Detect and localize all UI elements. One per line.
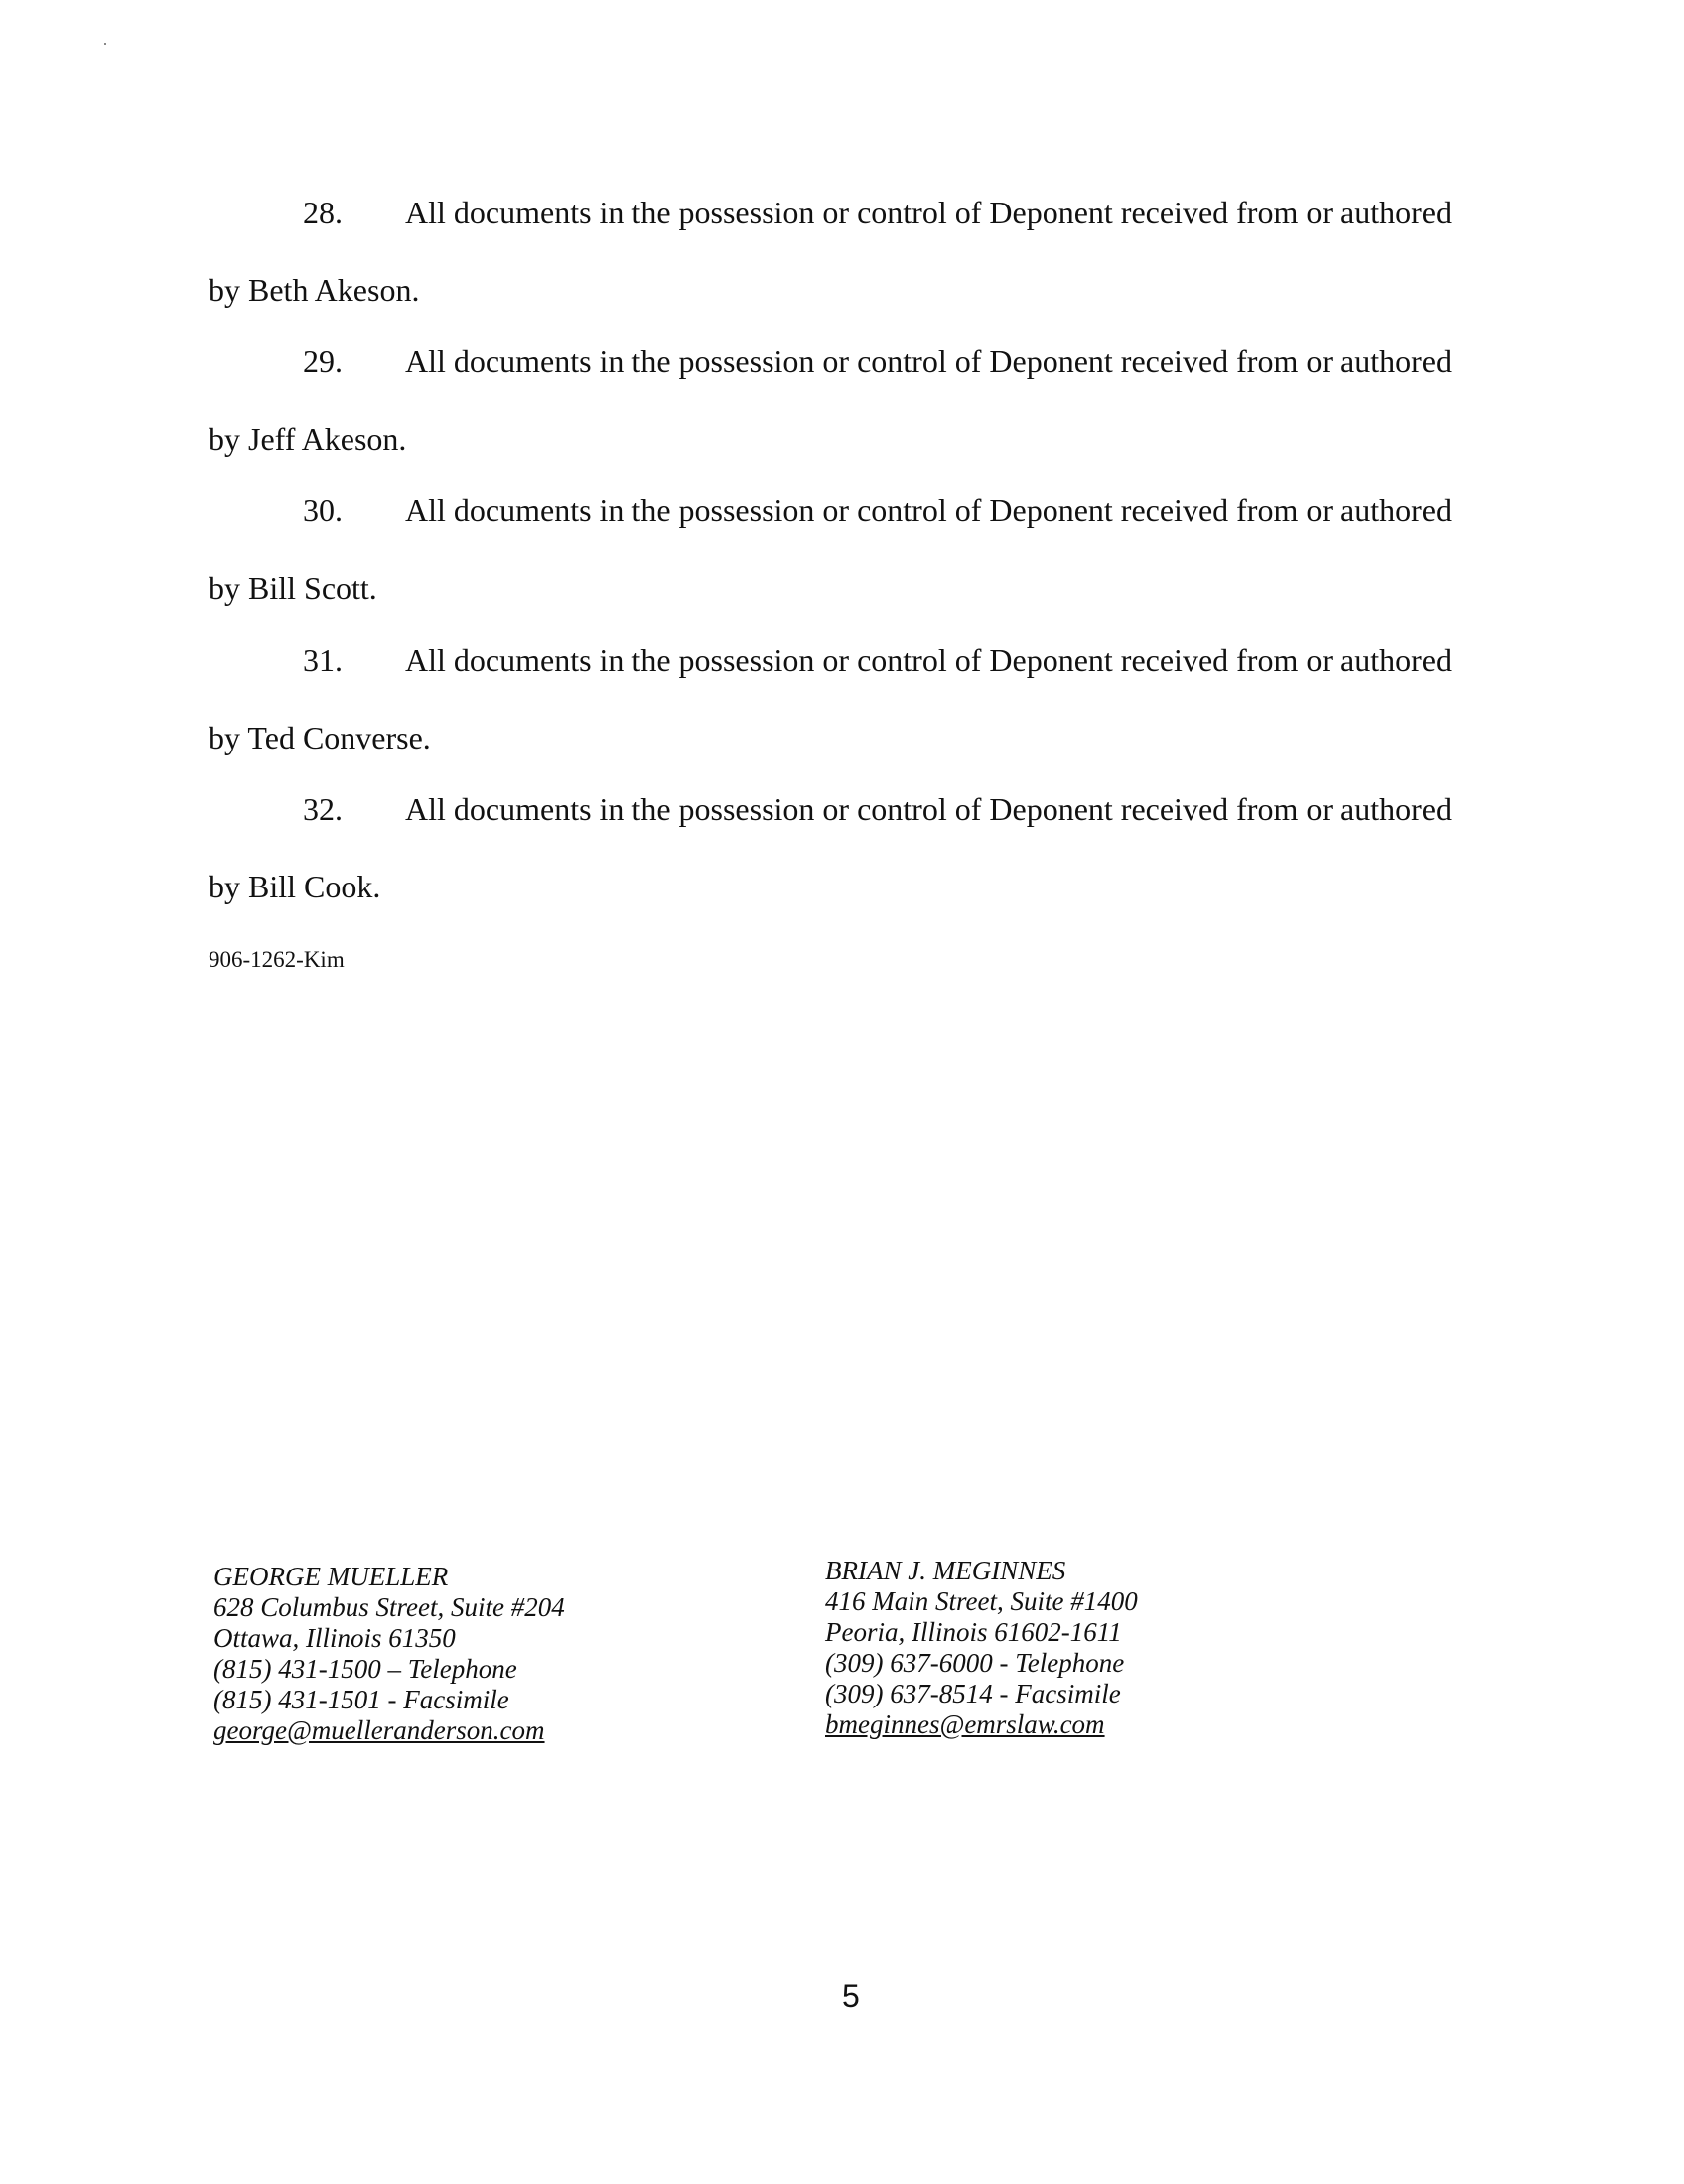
paragraph-continuation: by Ted Converse. (209, 720, 431, 755)
paragraph-number: 32. (303, 791, 343, 827)
attorney-name: BRIAN J. MEGINNES (825, 1556, 1066, 1585)
attorney-block-left (213, 1562, 565, 1746)
paragraph-continuation: by Jeff Akeson. (209, 421, 407, 457)
paragraph-text: All documents in the possession or control of Deponent received from or authored (405, 642, 1452, 678)
attorney-block-right (825, 1556, 1138, 1740)
attorney-name: GEORGE MUELLER (213, 1562, 449, 1591)
attorney-email-link[interactable]: george@muelleranderson.com (213, 1715, 545, 1745)
attorney-address-line-1: 416 Main Street, Suite #1400 (825, 1586, 1138, 1616)
attorney-fax: (309) 637-8514 - Facsimile (825, 1679, 1121, 1708)
page-number: 5 (842, 1979, 860, 2014)
attorney-fax: (815) 431-1501 - Facsimile (213, 1685, 509, 1714)
attorney-phone: (815) 431-1500 – Telephone (213, 1654, 517, 1684)
attorney-phone: (309) 637-6000 - Telephone (825, 1648, 1125, 1678)
paragraph-number: 30. (303, 492, 343, 528)
attorney-address-line-2: Peoria, Illinois 61602-1611 (825, 1617, 1122, 1647)
paragraph-text: All documents in the possession or control of Deponent received from or authored (405, 791, 1452, 827)
paragraph-continuation: by Bill Scott. (209, 570, 377, 606)
paragraph-text: All documents in the possession or control of Deponent received from or authored (405, 492, 1452, 528)
paragraph-continuation: by Bill Cook. (209, 869, 381, 904)
document-code: 906-1262-Kim (209, 947, 345, 972)
scan-speck (104, 43, 106, 45)
paragraph-text: All documents in the possession or control of Deponent received from or authored (405, 195, 1452, 230)
paragraph-continuation: by Beth Akeson. (209, 272, 420, 308)
attorney-email-link[interactable]: bmeginnes@emrslaw.com (825, 1709, 1105, 1739)
paragraph-number: 31. (303, 642, 343, 678)
attorney-address-line-2: Ottawa, Illinois 61350 (213, 1623, 456, 1653)
attorney-address-line-1: 628 Columbus Street, Suite #204 (213, 1592, 565, 1622)
paragraph-text: All documents in the possession or control of Deponent received from or authored (405, 343, 1452, 379)
paragraph-number: 29. (303, 343, 343, 379)
paragraph-number: 28. (303, 195, 343, 230)
